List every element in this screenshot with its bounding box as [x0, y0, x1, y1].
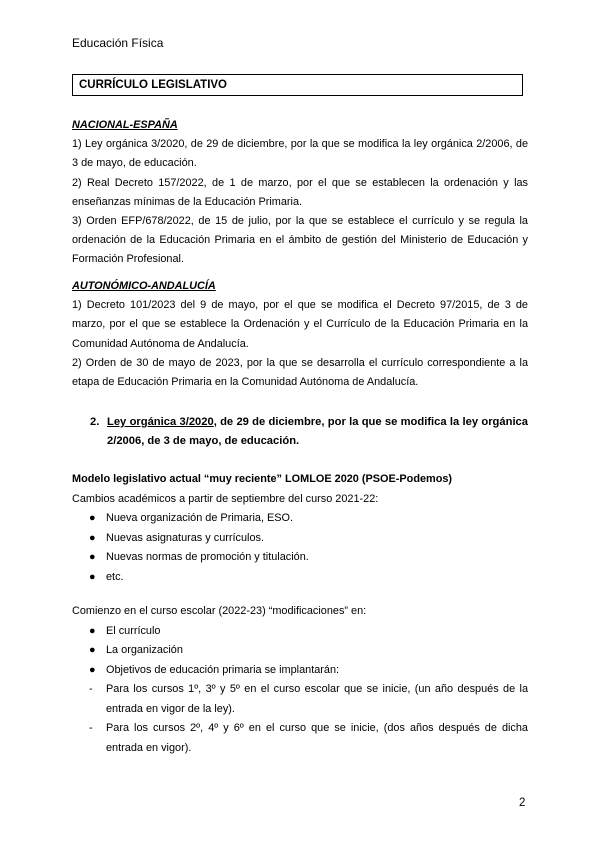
page-number: 2 — [519, 797, 526, 809]
nacional-heading: NACIONAL-ESPAÑA — [72, 119, 178, 131]
title-box — [72, 74, 523, 96]
nacional-item: 1) Ley orgánica 3/2020, de 29 de diciembre, por la que se modifica la ley orgánica 2/2006, de 3 de mayo, de educación. — [72, 138, 528, 170]
autonomico-heading: AUTONÓMICO-ANDALUCÍA — [72, 280, 216, 292]
nacional-item: 2) Real Decreto 157/2022, de 1 de marzo, por el que se establecen la ordenación y las enseñanzas mínimas de la Educación Primaria. — [72, 176, 528, 208]
bullet-icon: ● — [89, 663, 96, 676]
page-header: Educación Física — [72, 36, 164, 50]
bullet-icon: ● — [89, 551, 96, 563]
list-item: ● El currículo — [72, 622, 528, 642]
bullet-icon: ● — [89, 531, 96, 544]
list-item: ● Nuevas normas de promoción y titulación. — [72, 548, 528, 568]
list-item: ● etc. — [72, 568, 528, 588]
modelo-heading: Modelo legislativo actual “muy reciente” LOMLOE 2020 (PSOE-Podemos) — [72, 473, 453, 485]
section-number: 2. — [90, 416, 100, 428]
list-item: ● Nuevas asignaturas y currículos. — [72, 529, 528, 549]
comienzo-section — [72, 602, 528, 758]
list-item: ● Nueva organización de Primaria, ESO. — [72, 509, 528, 529]
modelo-section — [72, 470, 528, 587]
bullet-icon: ● — [89, 644, 96, 656]
list-item: - Para los cursos 1º, 3º y 5º en el curso escolar que se inicie, (un año después de la entrada en vigor de la ley). — [72, 680, 528, 719]
autonomico-item: 1) Decreto 101/2023 del 9 de mayo, por el que se modifica el Decreto 97/2015, de 3 de marzo, por el que se establece la Ordenación y el Currículo de la Educación Primaria en la Comunidad Autónoma de Andalucía. — [72, 299, 528, 350]
bullet-icon: ● — [89, 512, 96, 524]
modelo-intro: Cambios académicos a partir de septiembre del curso 2021-22: — [72, 492, 379, 505]
list-item: ● Objetivos de educación primaria se implantarán: — [72, 661, 528, 681]
dash-icon: - — [89, 683, 93, 695]
nacional-section — [72, 116, 528, 270]
comienzo-intro: Comienzo en el curso escolar (2022-23) “modificaciones” en: — [72, 605, 367, 617]
list-item: ● La organización — [72, 641, 528, 661]
nacional-item: 3) Orden EFP/678/2022, de 15 de julio, por la que se establece el currículo y se regula la ordenación de la Educación Primaria en el ámbito de gestión del Ministerio de Educación y Formación Profesional. — [72, 215, 528, 266]
title-box-label: CURRÍCULO LEGISLATIVO — [79, 79, 228, 91]
autonomico-item: 2) Orden de 30 de mayo de 2023, por la que se desarrolla el currículo correspondiente a la etapa de Educación Primaria en la Comunidad Autónoma de Andalucía. — [72, 356, 528, 389]
section-2-heading — [72, 413, 528, 451]
list-item: - Para los cursos 2º, 4º y 6º en el curso que se inicie, (dos años después de dicha entrada en vigor). — [72, 719, 528, 758]
autonomico-section — [72, 277, 528, 392]
dash-icon: - — [89, 722, 93, 734]
bullet-icon: ● — [89, 624, 96, 637]
section-2-title-rest: , de 29 de diciembre, por la que se modifica la ley orgánica 2/2006, de 3 de mayo, de educación. — [107, 416, 528, 447]
law-link[interactable]: Ley orgánica 3/2020 — [107, 416, 214, 428]
bullet-icon: ● — [89, 570, 96, 583]
